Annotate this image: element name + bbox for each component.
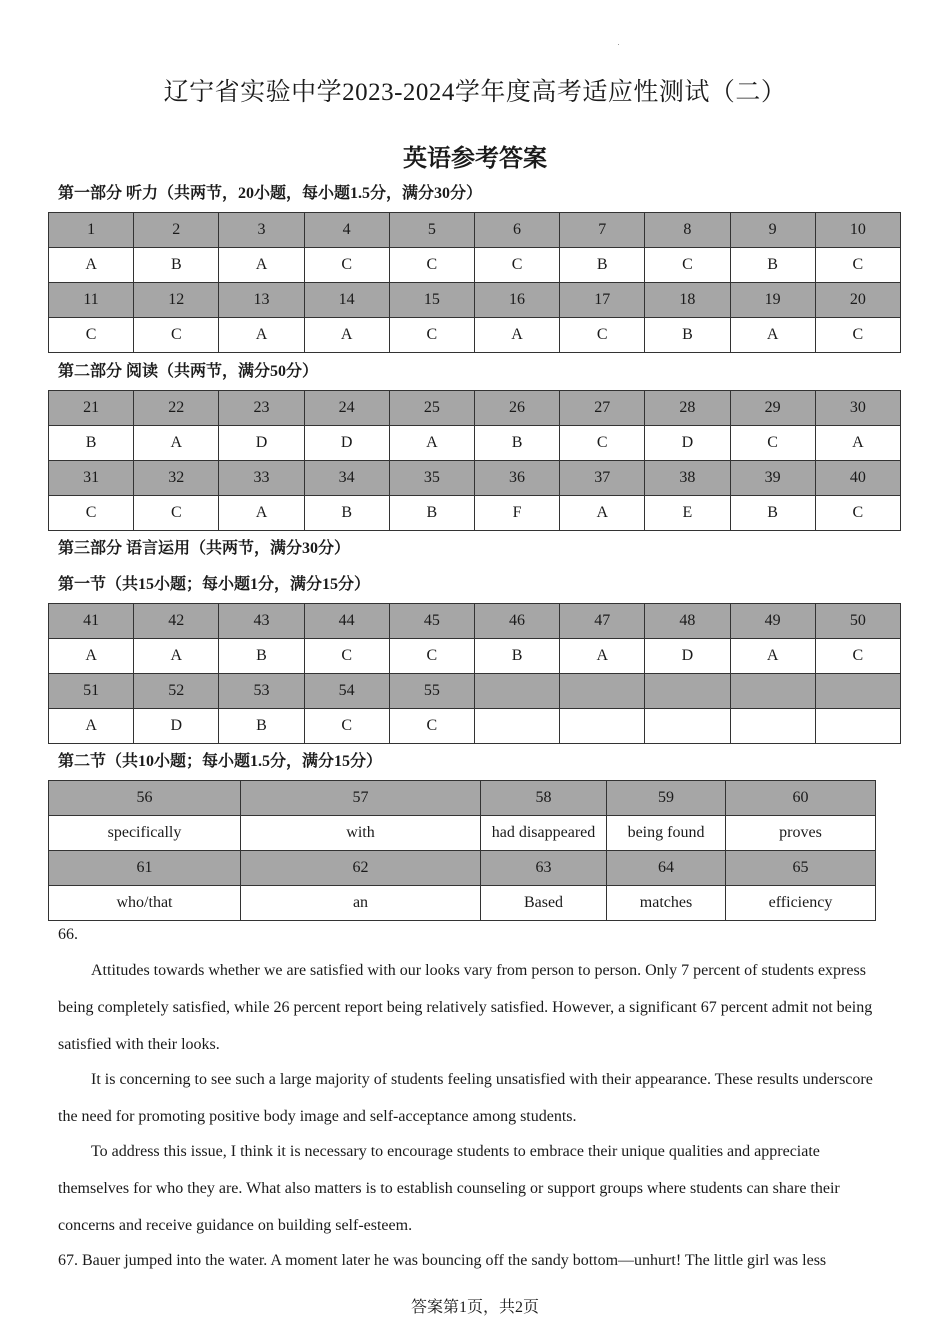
question-number-cell: 7 <box>560 213 645 248</box>
answer-cell: C <box>389 639 474 674</box>
answer-cell: D <box>219 426 304 461</box>
answer-cell: A <box>815 426 900 461</box>
question-number-cell: 42 <box>134 604 219 639</box>
part3-section2-heading: 第二节（共10小题；每小题1.5分，满分15分） <box>58 753 383 770</box>
answer-row <box>49 318 901 353</box>
answer-cell: A <box>560 496 645 531</box>
answer-cell: C <box>645 248 730 283</box>
question-number-cell: 10 <box>815 213 900 248</box>
answer-cell <box>645 709 730 744</box>
part3-heading: 第三部分 语言运用（共两节，满分30分） <box>58 540 351 557</box>
answer-cell: C <box>49 496 134 531</box>
scan-speck <box>618 44 619 45</box>
question-number-row <box>49 781 876 816</box>
answer-cell: A <box>304 318 389 353</box>
question-number-row <box>49 851 876 886</box>
question-number-cell: 28 <box>645 391 730 426</box>
question-number-row <box>49 283 901 318</box>
answer-cell: C <box>304 248 389 283</box>
part3-section2-answer-table <box>48 780 876 921</box>
answer-cell: A <box>49 639 134 674</box>
answer-cell: an <box>241 886 481 921</box>
part3-section1-heading: 第一节（共15小题；每小题1分，满分15分） <box>58 576 371 593</box>
answer-cell: A <box>134 639 219 674</box>
question-number-cell: 18 <box>645 283 730 318</box>
question-number-cell: 58 <box>481 781 607 816</box>
question-number-cell: 57 <box>241 781 481 816</box>
answer-cell: B <box>304 496 389 531</box>
question-number-cell: 23 <box>219 391 304 426</box>
answer-cell <box>730 709 815 744</box>
question-number-cell: 49 <box>730 604 815 639</box>
page-footer: 答案第1页，共2页 <box>410 1299 539 1316</box>
answer-cell: C <box>389 709 474 744</box>
question-number-cell: 62 <box>241 851 481 886</box>
question-number-cell: 25 <box>389 391 474 426</box>
answer-cell: B <box>49 426 134 461</box>
answer-cell: C <box>560 318 645 353</box>
question-number-cell: 34 <box>304 461 389 496</box>
answer-cell: A <box>560 639 645 674</box>
question-number-cell: 61 <box>49 851 241 886</box>
answer-cell: C <box>730 426 815 461</box>
answer-cell: A <box>219 248 304 283</box>
question-number-cell: 51 <box>49 674 134 709</box>
question-number-cell: 30 <box>815 391 900 426</box>
question-number-cell <box>645 674 730 709</box>
answer-cell: F <box>474 496 559 531</box>
answer-cell: A <box>49 709 134 744</box>
answer-cell: B <box>219 639 304 674</box>
answer-cell: C <box>389 248 474 283</box>
question-number-cell <box>560 674 645 709</box>
answer-cell: being found <box>607 816 726 851</box>
question-number-cell: 59 <box>607 781 726 816</box>
answer-cell: C <box>304 639 389 674</box>
question-number-cell: 21 <box>49 391 134 426</box>
answer-cell: C <box>474 248 559 283</box>
answer-cell: B <box>474 639 559 674</box>
answer-cell: C <box>815 496 900 531</box>
answer-cell: A <box>730 318 815 353</box>
answer-cell: D <box>645 426 730 461</box>
question-number-cell: 1 <box>49 213 134 248</box>
q66-paragraph-3: To address this issue, I think it is necessary to encourage students to embrace their unique qualities and appreciate themselves for who they are. What also matters is to establish counseling or support groups where students can share their concerns and receive guidance on building self-esteem. <box>58 1143 840 1234</box>
question-number-cell: 3 <box>219 213 304 248</box>
answer-row <box>49 639 901 674</box>
answer-cell: C <box>815 639 900 674</box>
question-number-cell: 65 <box>726 851 876 886</box>
question-number-cell <box>815 674 900 709</box>
answer-cell: C <box>815 318 900 353</box>
question-number-cell: 15 <box>389 283 474 318</box>
page-subtitle: 英语参考答案 <box>403 146 547 172</box>
answer-cell: proves <box>726 816 876 851</box>
answer-cell: who/that <box>49 886 241 921</box>
q66-number: 66. <box>58 926 78 943</box>
answer-cell: E <box>645 496 730 531</box>
page-title: 辽宁省实验中学2023-2024学年度高考适应性测试（二） <box>163 79 787 106</box>
answer-cell: B <box>134 248 219 283</box>
question-number-cell: 52 <box>134 674 219 709</box>
answer-cell: B <box>219 709 304 744</box>
answer-cell: had disappeared <box>481 816 607 851</box>
question-number-cell: 5 <box>389 213 474 248</box>
question-number-cell: 46 <box>474 604 559 639</box>
question-number-cell: 40 <box>815 461 900 496</box>
question-number-cell: 60 <box>726 781 876 816</box>
answer-cell: A <box>134 426 219 461</box>
answer-row <box>49 816 876 851</box>
answer-cell <box>815 709 900 744</box>
question-number-row <box>49 674 901 709</box>
question-number-cell: 24 <box>304 391 389 426</box>
answer-cell: D <box>134 709 219 744</box>
answer-cell: B <box>645 318 730 353</box>
answer-cell: C <box>560 426 645 461</box>
q66-paragraph-2: It is concerning to see such a large majority of students feeling unsatisfied with their appearance. These results underscore the need for promoting positive body image and self-acceptance among students. <box>58 1071 873 1125</box>
question-number-cell: 56 <box>49 781 241 816</box>
question-number-cell: 36 <box>474 461 559 496</box>
answer-row <box>49 709 901 744</box>
answer-row <box>49 248 901 283</box>
answer-row <box>49 426 901 461</box>
question-number-cell: 55 <box>389 674 474 709</box>
question-number-cell: 48 <box>645 604 730 639</box>
question-number-cell: 16 <box>474 283 559 318</box>
question-number-cell: 9 <box>730 213 815 248</box>
answer-cell <box>474 709 559 744</box>
answer-cell: B <box>474 426 559 461</box>
question-number-cell: 37 <box>560 461 645 496</box>
question-number-row <box>49 604 901 639</box>
question-number-cell: 38 <box>645 461 730 496</box>
answer-cell: C <box>134 318 219 353</box>
answer-cell: D <box>304 426 389 461</box>
question-number-cell: 11 <box>49 283 134 318</box>
answer-row <box>49 886 876 921</box>
question-number-cell: 54 <box>304 674 389 709</box>
answer-cell: A <box>474 318 559 353</box>
answer-cell: A <box>49 248 134 283</box>
answer-cell: Based <box>481 886 607 921</box>
question-number-cell: 22 <box>134 391 219 426</box>
question-number-cell: 43 <box>219 604 304 639</box>
question-number-cell: 44 <box>304 604 389 639</box>
question-number-cell: 13 <box>219 283 304 318</box>
answer-cell: matches <box>607 886 726 921</box>
question-number-cell <box>474 674 559 709</box>
answer-cell: B <box>389 496 474 531</box>
answer-cell: C <box>49 318 134 353</box>
answer-cell: B <box>730 248 815 283</box>
answer-cell: efficiency <box>726 886 876 921</box>
answer-cell: specifically <box>49 816 241 851</box>
question-number-cell: 47 <box>560 604 645 639</box>
question-number-row <box>49 213 901 248</box>
question-number-cell: 27 <box>560 391 645 426</box>
question-number-cell: 53 <box>219 674 304 709</box>
q66-paragraph-1: Attitudes towards whether we are satisfied with our looks vary from person to person. Only 7 percent of students express being completely satisfied, while 26 percent report being relatively satisfied. However, a significant 67 percent admit not being satisfied with their looks. <box>58 962 873 1053</box>
question-number-cell: 6 <box>474 213 559 248</box>
part3-section1-answer-table <box>48 603 901 744</box>
answer-cell: with <box>241 816 481 851</box>
part1-answer-table <box>48 212 901 353</box>
answer-cell: C <box>389 318 474 353</box>
question-number-cell <box>730 674 815 709</box>
question-number-cell: 8 <box>645 213 730 248</box>
question-number-cell: 32 <box>134 461 219 496</box>
answer-cell: A <box>219 496 304 531</box>
question-number-cell: 2 <box>134 213 219 248</box>
answer-cell: A <box>730 639 815 674</box>
answer-cell: B <box>560 248 645 283</box>
question-number-cell: 20 <box>815 283 900 318</box>
question-number-cell: 19 <box>730 283 815 318</box>
question-number-row <box>49 461 901 496</box>
question-number-row <box>49 391 901 426</box>
question-number-cell: 39 <box>730 461 815 496</box>
question-number-cell: 33 <box>219 461 304 496</box>
answer-cell: A <box>219 318 304 353</box>
question-number-cell: 45 <box>389 604 474 639</box>
answer-cell: C <box>304 709 389 744</box>
question-number-cell: 63 <box>481 851 607 886</box>
question-number-cell: 17 <box>560 283 645 318</box>
answer-cell: D <box>645 639 730 674</box>
answer-cell: A <box>389 426 474 461</box>
question-number-cell: 41 <box>49 604 134 639</box>
question-number-cell: 14 <box>304 283 389 318</box>
answer-cell: B <box>730 496 815 531</box>
question-number-cell: 4 <box>304 213 389 248</box>
question-number-cell: 26 <box>474 391 559 426</box>
question-number-cell: 35 <box>389 461 474 496</box>
question-number-cell: 50 <box>815 604 900 639</box>
q67-text: 67. Bauer jumped into the water. A moment later he was bouncing off the sandy bottom—unhurt! The little girl was less <box>58 1252 827 1269</box>
question-number-cell: 29 <box>730 391 815 426</box>
answer-cell: C <box>134 496 219 531</box>
part1-heading: 第一部分 听力（共两节，20小题，每小题1.5分，满分30分） <box>58 185 483 202</box>
part2-heading: 第二部分 阅读（共两节，满分50分） <box>58 363 319 380</box>
question-number-cell: 12 <box>134 283 219 318</box>
question-number-cell: 31 <box>49 461 134 496</box>
answer-cell <box>560 709 645 744</box>
answer-cell: C <box>815 248 900 283</box>
answer-row <box>49 496 901 531</box>
question-number-cell: 64 <box>607 851 726 886</box>
part2-answer-table <box>48 390 901 531</box>
